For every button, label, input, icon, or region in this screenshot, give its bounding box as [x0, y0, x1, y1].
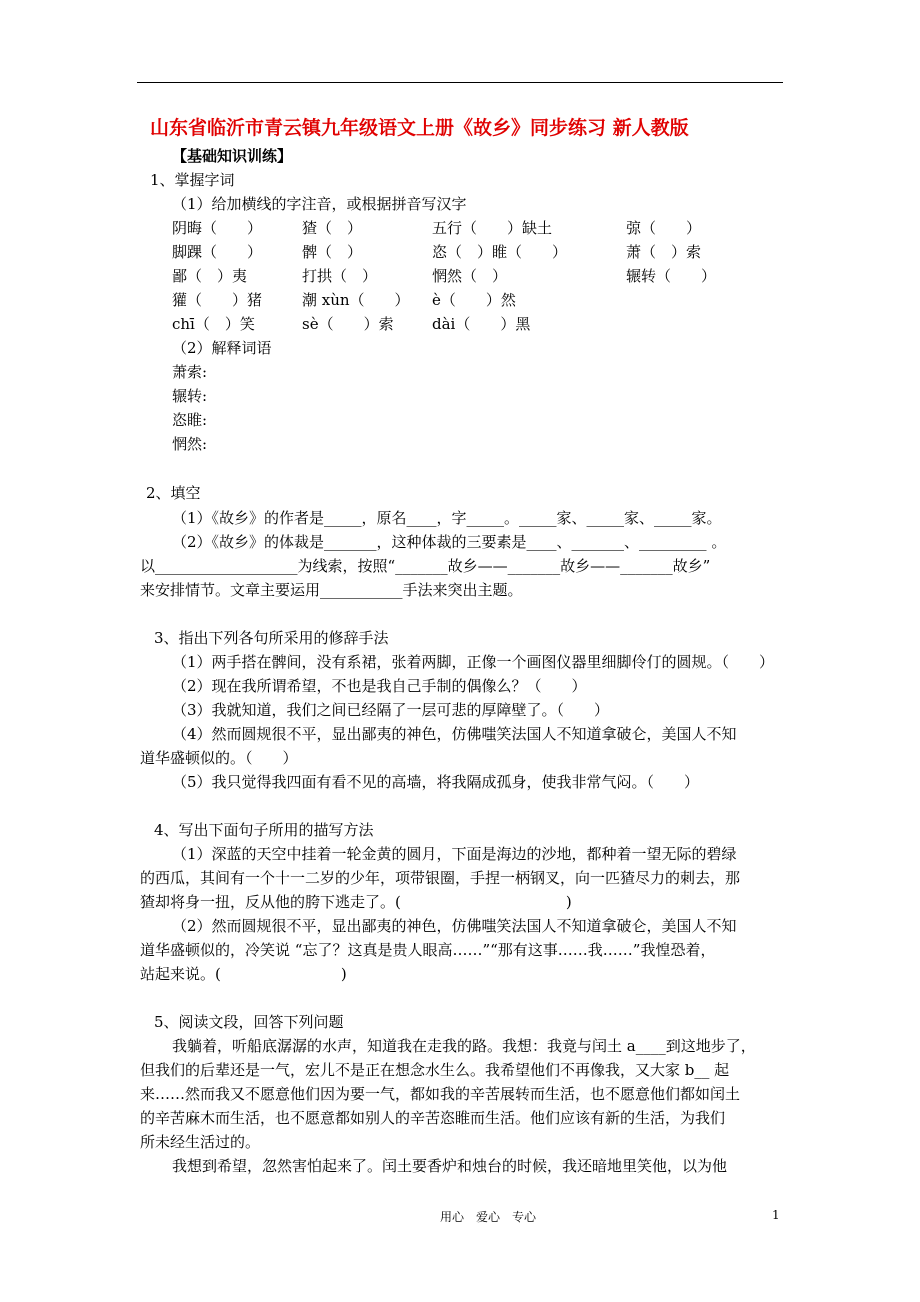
- q1-r2c2: 髀（ ）: [302, 243, 363, 261]
- q1-r1c3: 五行（ ）缺土: [432, 219, 553, 237]
- q1-r3c4: 辗转（ ）: [626, 267, 717, 285]
- q2-line3: 以___________________为线索，按照“_______故乡——_______故乡——_______故乡”: [140, 557, 711, 575]
- q4-line6: 站起来说。( ): [140, 965, 347, 983]
- q1-r1c2: 猹（ ）: [302, 219, 363, 237]
- q5-p1-line4: 的辛苦麻木而生活，也不愿意都如别人的辛苦恣睢而生活。他们应该有新的生活，为我们: [140, 1109, 726, 1127]
- q4-heading: 4、写出下面句子所用的描写方法: [154, 821, 374, 839]
- q3-line2: （2）现在我所谓希望，不也是我自己手制的偶像么？（ ）: [172, 677, 587, 695]
- q5-heading: 5、阅读文段，回答下列问题: [154, 1013, 344, 1031]
- q1-term-4: 惘然:: [172, 435, 208, 453]
- q4-line3: 猹却将身一扭，反从他的胯下逃走了。( ): [140, 893, 572, 911]
- q1-r4c3: è（ ）然: [432, 291, 516, 309]
- q1-r3c1: 鄙（ ）夷: [172, 267, 248, 285]
- q4-line5: 道华盛顿似的，冷笑说 “忘了？这真是贵人眼高……”“那有这事……我……”我惶恐着，: [140, 941, 716, 959]
- page-footer: 用心 爱心 专心: [440, 1210, 537, 1224]
- q1-term-2: 辗转:: [172, 387, 208, 405]
- q4-line1: （1）深蓝的天空中挂着一轮金黄的圆月，下面是海边的沙地，都种着一望无际的碧绿: [172, 845, 737, 863]
- q1-r5c1: chī（ ）笑: [172, 315, 255, 333]
- q1-r4c1: 獾（ ）猪: [172, 291, 263, 309]
- q2-line4: 来安排情节。文章主要运用___________手法来突出主题。: [140, 581, 523, 599]
- q5-p1-line5: 所未经生活过的。: [140, 1133, 261, 1151]
- q1-r5c2: sè（ ）索: [302, 315, 394, 333]
- page-title: 山东省临沂市青云镇九年级语文上册《故乡》同步练习 新人教版: [150, 117, 689, 139]
- q1-r3c3: 惘然（ ）: [432, 267, 508, 285]
- q5-p1-line1: 我躺着，听船底潺潺的水声，知道我在走我的路。我想：我竟与闰土 a____到这地步了，: [172, 1037, 756, 1055]
- q1-r3c2: 打拱（ ）: [302, 267, 378, 285]
- q1-r1c1: 阴晦（ ）: [172, 219, 263, 237]
- q1-r2c3: 恣（ ）睢（ ）: [432, 243, 568, 261]
- q2-line1: （1）《故乡》的作者是_____，原名____，字_____。_____家、_____家、_____家。: [172, 509, 722, 527]
- q1-r2c1: 脚踝（ ）: [172, 243, 263, 261]
- q4-line2: 的西瓜，其间有一个十一二岁的少年，项带银圈，手捏一柄钢叉，向一匹猹尽力的刺去，那: [140, 869, 741, 887]
- section-heading: 【基础知识训练】: [172, 147, 293, 165]
- q1-term-1: 萧索:: [172, 363, 208, 381]
- q4-line4: （2）然而圆规很不平，显出鄙夷的神色，仿佛嗤笑法国人不知道拿破仑，美国人不知: [172, 917, 737, 935]
- q3-line1: （1）两手搭在髀间，没有系裙，张着两脚，正像一个画图仪器里细脚伶仃的圆规。（ ）: [172, 653, 775, 671]
- q3-line4: （4）然而圆规很不平，显出鄙夷的神色，仿佛嗤笑法国人不知道拿破仑，美国人不知: [172, 725, 737, 743]
- q3-line6: （5）我只觉得我四面有看不见的高墙，将我隔成孤身，使我非常气闷。（ ）: [172, 773, 700, 791]
- q1-r5c3: dài（ ）黑: [432, 315, 531, 333]
- q3-heading: 3、指出下列各句所采用的修辞手法: [154, 629, 389, 647]
- q1-r4c2: 潮 xùn（ ）: [302, 291, 410, 309]
- q1-sub2: （2）解释词语: [172, 339, 272, 357]
- q3-line3: （3）我就知道，我们之间已经隔了一层可悲的厚障壁了。（ ）: [172, 701, 610, 719]
- q5-p1-line2: 但我们的后辈还是一气，宏儿不是正在想念水生么。我希望他们不再像我，又大家 b__ 起: [140, 1061, 730, 1079]
- q3-line5: 道华盛顿似的。（ ）: [140, 749, 298, 767]
- q1-r2c4: 萧（ ）索: [626, 243, 702, 261]
- q5-p1-line3: 来……然而我又不愿意他们因为要一气，都如我的辛苦展转而生活，也不愿意他们都如闰土: [140, 1085, 741, 1103]
- q1-r1c4: 弶（ ）: [626, 219, 702, 237]
- page-number: 1: [772, 1208, 780, 1222]
- q2-heading: 2、填空: [146, 484, 201, 502]
- q1-term-3: 恣睢:: [172, 411, 208, 429]
- q5-p2-line1: 我想到希望，忽然害怕起来了。闰土要香炉和烛台的时候，我还暗地里笑他，以为他: [172, 1157, 728, 1175]
- q1-heading: 1、掌握字词: [150, 171, 235, 189]
- q2-line2: （2）《故乡》的体裁是_______，这种体裁的三要素是____、_______、_________ 。: [172, 533, 727, 551]
- q1-sub1: （1）给加横线的字注音，或根据拼音写汉字: [172, 195, 467, 213]
- header-rule: [137, 82, 783, 83]
